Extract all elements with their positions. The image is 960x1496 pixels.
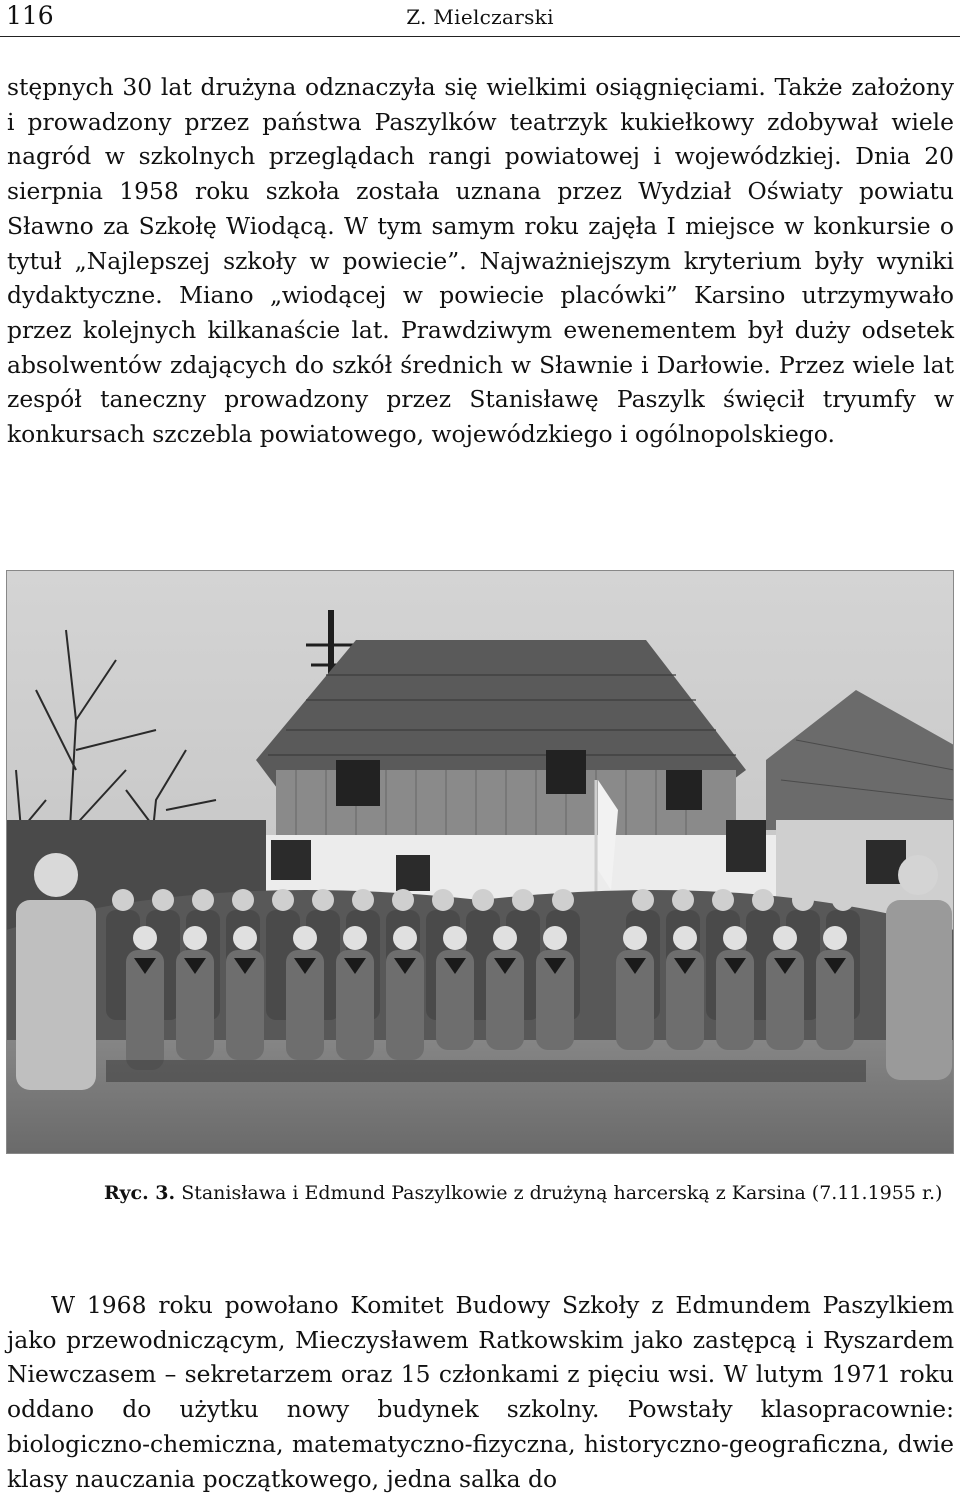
page-header — [0, 0, 960, 37]
figure-caption-text: Stanisława i Edmund Paszylkowie z drużyną harcerską z Karsina (7.11.1955 r.) — [181, 1182, 943, 1204]
body-paragraph-2: W 1968 roku powołano Komitet Budowy Szkoły z Edmundem Paszylkiem jako przewodniczącym, Mieczysławem Ratkowskim jako zastępcą i Ryszardem Niewczasem – sekretarzem oraz 15 członkami z pięciu wsi. W lutym 1971 roku oddano do użytku nowy budynek szkolny. Powstały klasopracownie: biologiczno-chemiczna, matematyczno-fizyczna, historyczno-geograficzna, dwie klasy nauczania początkowego, jedna salka do — [7, 1291, 954, 1493]
page-number: 116 — [6, 1, 54, 30]
figure-caption — [104, 1180, 943, 1206]
adult-man-left — [16, 900, 96, 1090]
figure-label: Ryc. 3. — [104, 1182, 176, 1204]
adult-man-right — [886, 900, 952, 1080]
running-head: Z. Mielczarski — [406, 5, 554, 29]
historical-group-photo — [6, 570, 954, 1154]
body-paragraph-1: stępnych 30 lat drużyna odznaczyła się wielkimi osiągnięciami. Także założony i prowadzony przez państwa Paszylków teatrzyk kukiełkowy zdobywał wiele nagród w szkolnych przeglądach rangi powiatowej i wojewódzkiej. Dnia 20 sierpnia 1958 roku szkoła została uznana przez Wydział Oświaty powiatu Sławno za Szkołę Wiodącą. W tym samym roku zajęła I miejsce w konkursie o tytuł „Najlepszej szkoły w powiecie”. Najważniejszym kryterium były wyniki dydaktyczne. Miano „wiodącej w powiecie placówki” Karsino utrzymywało przez kolejnych kilkanaście lat. Prawdziwym ewenementem był duży odsetek absolwentów zdających do szkół średnich w Sławnie i Darłowie. Przez wiele lat zespół taneczny prowadzony przez Stanisławę Paszylk święcił tryumfy w konkursach szczebla powiatowego, wojewódzkiego i ogólnopolskiego. — [7, 73, 954, 449]
